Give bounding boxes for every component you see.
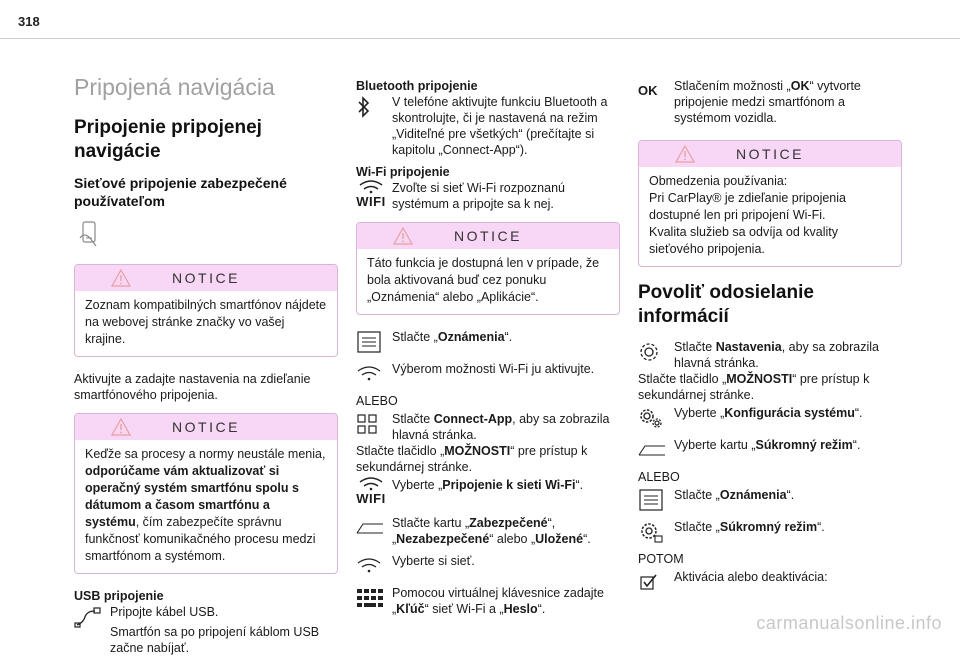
usb-cable-icon: [74, 604, 104, 630]
column-3: [638, 78, 902, 601]
step-connect-app: [356, 411, 620, 443]
warning-icon: [111, 269, 131, 290]
gear-icon: [638, 339, 668, 365]
or-label: ALEBO: [638, 470, 680, 484]
wifi-text: Zvoľte si sieť Wi-Fi rozpoznanú systémum a pripojte sa k nej.: [392, 181, 565, 211]
warning-icon: [393, 227, 413, 248]
keyboard-icon: [356, 585, 386, 611]
wifi-label: Wi-Fi pripojenie: [356, 165, 450, 179]
step-text: Výberom možnosti Wi-Fi ju aktivujte.: [392, 362, 595, 376]
notice-box: [356, 222, 620, 315]
step-tab: [356, 515, 620, 547]
step-wifi-activate: [356, 361, 620, 387]
column-1: [74, 60, 338, 656]
step-text: Stlačte „Súkromný režim“.: [674, 520, 825, 534]
step-notifications: [638, 487, 902, 513]
usb-text: Pripojte kábel USB.: [110, 605, 219, 619]
step-text: Stlačením možnosti „OK“ vytvorte pripojenie medzi smartfónom a systémom vozidla.: [674, 79, 861, 125]
tab-icon: [638, 437, 668, 463]
paragraph: Aktivujte a zadajte nastavenia na zdieľanie smartfónového pripojenia.: [74, 372, 311, 402]
usb-text-2: Smartfón sa po pripojení káblom USB začne nabíjať.: [110, 625, 320, 655]
warning-icon: [675, 145, 695, 166]
notice-heading: NOTICE: [454, 228, 522, 244]
or-label: ALEBO: [356, 394, 398, 408]
wifi-icon: [356, 553, 386, 579]
step-wifi-connection: [356, 477, 620, 509]
gears-icon: [638, 405, 668, 431]
watermark: carmanualsonline.info: [756, 613, 942, 633]
subsection-title: Sieťové pripojenie zabezpečené používateľom: [74, 175, 287, 209]
step-activate: [638, 569, 902, 595]
notice-text: Keďže sa procesy a normy neustále menia, odporúčame vám aktualizovať si operačný systém smartfónu spolu s dátumom a časom smartfónu a systému, čím zabezpečíte správnu funkčnosť komunikačného procesu medzi smartfónom a systémom.: [85, 447, 326, 563]
step-text: Vyberte kartu „Súkromný režim“.: [674, 438, 861, 452]
step-text: Vyberte si sieť.: [392, 554, 475, 568]
notice-box: [74, 413, 338, 574]
notice-text: Obmedzenia používania: Pri CarPlay® je zdieľanie pripojenia dostupné len pri pripojení Wi-Fi. Kvalita služieb sa odvíja od kvality sieťového pripojenia.: [649, 174, 846, 256]
page-number: 318: [18, 14, 40, 29]
bluetooth-text: V telefóne aktivujte funkciu Bluetooth a skontrolujte, či je nastavená na režim „Viditeľné pre všetkých“ (prečítajte si kapitolu „Connect-App“).: [392, 95, 608, 157]
notice-header: [75, 414, 337, 440]
then-label: POTOM: [638, 552, 684, 566]
settings-private-icon: [638, 519, 668, 545]
wifi-step: [356, 180, 620, 212]
column-2: [356, 78, 620, 623]
step-private-tab: [638, 437, 902, 463]
step-settings: [638, 339, 902, 371]
step-ok: [638, 78, 902, 126]
chapter-title: Pripojenie pripojenej navigácie: [74, 117, 262, 162]
bluetooth-step: [356, 94, 620, 158]
step-text: Stlačte kartu „Zabezpečené“, „Nezabezpečené“ alebo „Uložené“.: [392, 516, 591, 546]
wifi-word: WIFI: [356, 491, 386, 506]
notice-text: Táto funkcia je dostupná len v prípade, že bola aktivovaná buď cez ponuku „Oznámenia“ alebo „Aplikácie“.: [367, 256, 600, 304]
wifi-word: WIFI: [356, 194, 386, 209]
section-title: Pripojená navigácia: [74, 74, 275, 100]
notifications-icon: [356, 329, 386, 355]
wifi-icon: [356, 361, 386, 387]
bluetooth-icon: [356, 94, 386, 120]
header-rule: [0, 38, 960, 39]
step-text: Stlačte „Oznámenia“.: [392, 330, 513, 344]
smartphone-icon: [74, 220, 338, 254]
step-text: Aktivácia alebo deaktivácia:: [674, 570, 828, 584]
notice-box: [74, 264, 338, 357]
checkbox-icon: [638, 569, 668, 595]
notice-heading: NOTICE: [172, 419, 240, 435]
wifi-icon: [356, 477, 386, 509]
notice-text: Zoznam kompatibilných smartfónov nájdete na webovej stránke značky vo vašej krajine.: [85, 298, 327, 346]
notice-header: [639, 141, 901, 167]
grid-icon: [356, 411, 386, 437]
step-text: Vyberte „Konfigurácia systému“.: [674, 406, 863, 420]
step-text: Stlačte Connect-App, aby sa zobrazila hlavná stránka.: [392, 412, 610, 442]
step-text: Stlačte tlačidlo „MOŽNOSTI“ pre prístup k sekundárnej stránke.: [356, 444, 588, 474]
usb-label: USB pripojenie: [74, 589, 164, 603]
step-text: Vyberte „Pripojenie k sieti Wi-Fi“.: [392, 478, 584, 492]
notifications-icon: [638, 487, 668, 513]
notice-box: [638, 140, 902, 267]
tab-icon: [356, 515, 386, 541]
step-select-network: [356, 553, 620, 579]
notice-heading: NOTICE: [736, 146, 804, 162]
notice-heading: NOTICE: [172, 270, 240, 286]
notice-header: [357, 223, 619, 249]
step-text: Stlačte tlačidlo „MOŽNOSTI“ pre prístup k sekundárnej stránke.: [638, 372, 870, 402]
step-system-config: [638, 405, 902, 431]
warning-icon: [111, 418, 131, 439]
ok-word: OK: [638, 83, 658, 98]
step-keyboard: [356, 585, 620, 617]
chapter-title: Povoliť odosielanie informácií: [638, 282, 814, 327]
step-private-mode: [638, 519, 902, 545]
bluetooth-label: Bluetooth pripojenie: [356, 79, 478, 93]
step-text: Stlačte Nastavenia, aby sa zobrazila hlavná stránka.: [674, 340, 879, 370]
step-text: Stlačte „Oznámenia“.: [674, 488, 795, 502]
step-notifications: [356, 329, 620, 355]
ok-icon: [638, 78, 668, 104]
notice-header: [75, 265, 337, 291]
wifi-icon: [356, 180, 386, 212]
step-text: Pomocou virtuálnej klávesnice zadajte „Kľúč“ sieť Wi-Fi a „Heslo“.: [392, 586, 604, 616]
